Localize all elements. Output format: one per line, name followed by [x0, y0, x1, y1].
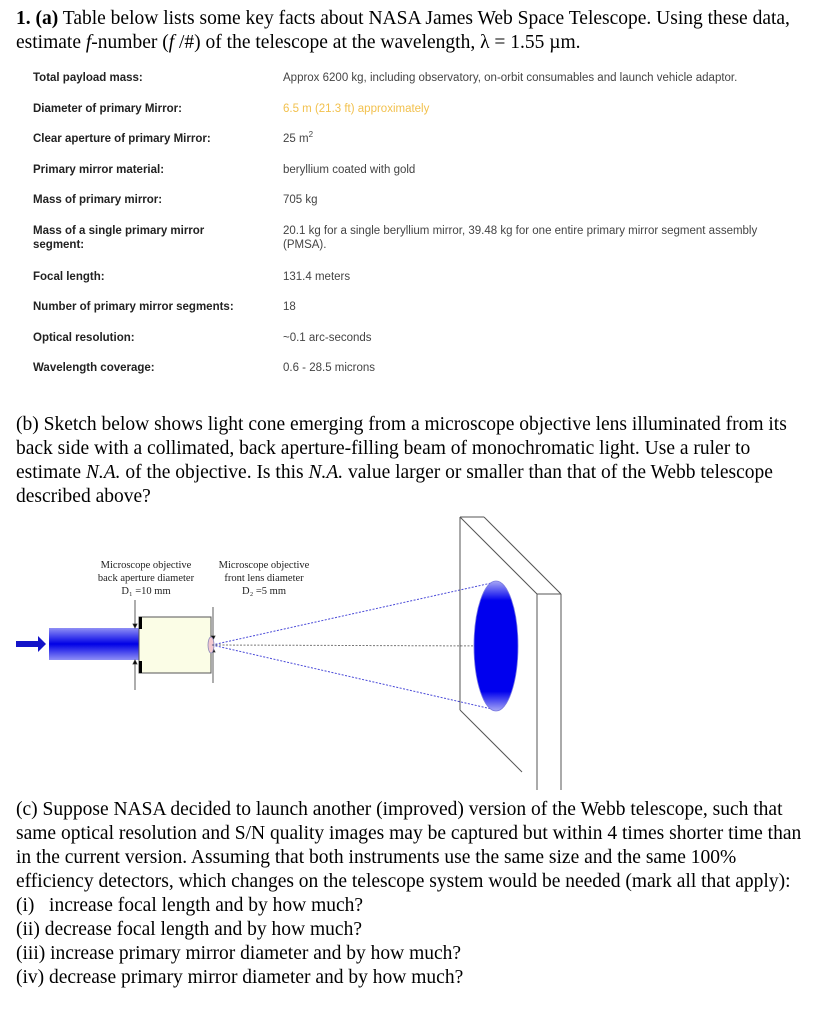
question-b — [16, 413, 816, 509]
f-symbol-2: f — [168, 32, 175, 53]
objective-body — [139, 617, 211, 673]
question-b-text-2: of the objective. Is this — [120, 462, 309, 483]
question-c-text: (c) Suppose NASA decided to launch another (improved) version of the Webb telescope, such that same optical resolution and S/N quality images may be captured but within 4 times shorter time than in the current version. Assuming that both instruments use the same size and the same 100% efficiency detectors, which changes on the telescope system would be needed (mark all that apply): — [16, 799, 802, 892]
facts-row — [33, 160, 813, 191]
facts-row — [33, 297, 813, 328]
fact-value: beryllium coated with gold — [283, 163, 416, 176]
question-a — [16, 7, 816, 55]
fact-value-highlighted: 6.5 m (21.3 ft) approximately — [283, 102, 430, 115]
collimated-beam — [49, 628, 139, 660]
fact-value: 20.1 kg for a single beryllium mirror, 39.48 kg for one entire primary mirror segment assembly (PMSA). — [283, 224, 758, 251]
fact-value: 705 kg — [283, 194, 318, 206]
na-symbol: N.A. — [85, 462, 121, 483]
question-number: 1. — [16, 8, 31, 29]
option-i: (i) increase focal length and by how much? — [16, 895, 364, 916]
front-lens-label — [219, 560, 310, 597]
facts-table — [33, 68, 813, 389]
arrow-right-icon — [16, 636, 46, 652]
back-aperture-label — [98, 560, 195, 597]
fact-value: Approx 6200 kg, including observatory, on-orbit consumables and launch vehicle adaptor. — [283, 72, 738, 84]
back-label-line3: D₁ =10 mm — [121, 586, 171, 597]
fact-label: Total payload mass: — [33, 72, 143, 84]
na-symbol-2: N.A. — [308, 462, 344, 483]
facts-row — [33, 99, 813, 130]
f-symbol: f — [85, 32, 92, 53]
option-ii: (ii) decrease focal length and by how much? — [16, 919, 362, 940]
question-a-text-3: /#) of the telescope at the wavelength, λ = 1.55 µm. — [174, 32, 581, 53]
superscript: 2 — [308, 130, 314, 140]
light-cone — [212, 582, 496, 710]
question-a-text-1: Table below lists some key facts about NASA James Web Space Telescope. Using these data, estimate — [16, 8, 790, 53]
illuminated-spot — [474, 581, 518, 711]
fact-label: Number of primary mirror segments: — [33, 301, 234, 313]
front-label-line3: D₂ =5 mm — [242, 586, 286, 597]
fact-label: Mass of a single primary mirror segment: — [33, 224, 205, 251]
question-c — [16, 798, 816, 990]
fact-value: 0.6 - 28.5 microns — [283, 362, 376, 374]
option-iv: (iv) decrease primary mirror diameter and by how much? — [16, 967, 464, 988]
fact-value: ~0.1 arc-seconds — [283, 331, 372, 344]
question-b-text-3: value larger or smaller than that of the Webb telescope described above? — [16, 462, 773, 507]
fact-value: 131.4 meters — [283, 270, 351, 283]
facts-row — [33, 68, 813, 99]
back-label-line1: Microscope objective — [100, 560, 192, 571]
back-label-line2: back aperture diameter — [97, 573, 195, 584]
fact-label: Mass of primary mirror: — [33, 194, 163, 206]
question-b-text-1: (b) Sketch below shows light cone emerging from a microscope objective lens illuminated from its back side with a collimated, back aperture-filling beam of monochromatic light. Use a ruler to estimate — [16, 414, 787, 483]
facts-row — [33, 267, 813, 298]
facts-row — [33, 221, 813, 267]
fact-value — [283, 132, 803, 146]
question-a-text-2: -number ( — [91, 32, 169, 53]
fact-label: Diameter of primary Mirror: — [33, 102, 182, 115]
fact-label: Primary mirror material: — [33, 163, 165, 176]
fact-label: Focal length: — [33, 270, 105, 283]
microscope-objective-diagram — [0, 510, 829, 790]
fact-value-text: 25 m — [283, 133, 309, 145]
facts-row — [33, 358, 813, 389]
fact-label: Clear aperture of primary Mirror: — [33, 133, 211, 145]
question-part-a: (a) — [35, 8, 59, 29]
fact-label: Optical resolution: — [33, 331, 135, 344]
facts-row — [33, 190, 813, 221]
answer-options — [16, 894, 816, 990]
front-label-line2: front lens diameter — [224, 573, 304, 584]
facts-row — [33, 129, 813, 160]
front-label-line1: Microscope objective — [218, 560, 310, 571]
fact-value: 18 — [283, 301, 296, 313]
fact-label: Wavelength coverage: — [33, 362, 155, 374]
facts-row — [33, 328, 813, 359]
option-iii: (iii) increase primary mirror diameter and by how much? — [16, 943, 462, 964]
